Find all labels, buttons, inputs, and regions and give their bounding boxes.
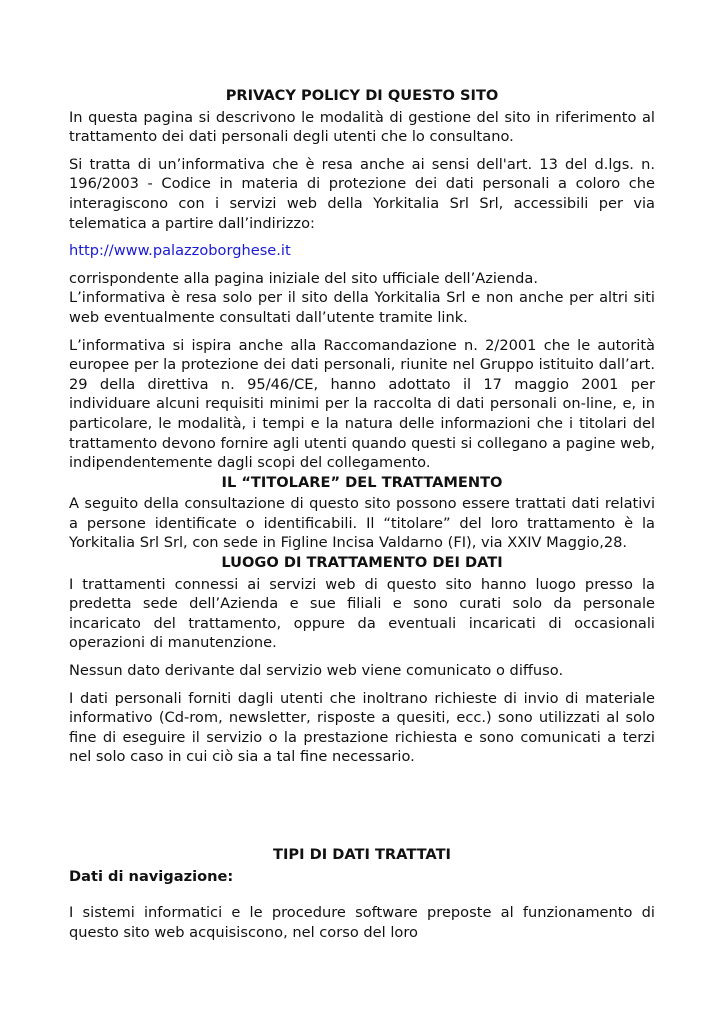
intro-paragraph: In questa pagina si descrivono le modalità di gestione del sito in riferimento al trattamento dei dati personali degli utenti che lo consultano. bbox=[69, 108, 655, 146]
document-page bbox=[69, 86, 655, 950]
scope-limit-paragraph: L’informativa è resa solo per il sito della Yorkitalia Srl e non anche per altri siti web eventualmente consultati dall’utente tramite link. bbox=[69, 289, 655, 326]
blank-space bbox=[69, 775, 655, 845]
navigazione-paragraph: I sistemi informatici e le procedure software preposte al funzionamento di questo sito web acquisiscono, nel corso del loro bbox=[69, 904, 655, 941]
section-heading-tipi: TIPI DI DATI TRATTATI bbox=[273, 846, 451, 863]
homepage-note: corrispondente alla pagina iniziale del sito ufficiale dell’Azienda. bbox=[69, 269, 539, 287]
luogo-paragraph-1: I trattamenti connessi ai servizi web di questo sito hanno luogo presso la predetta sede dell’Azienda e sue filiali e sono curati solo da personale incaricato del trattamento, oppure da eventuali incaricati di occasionali operazioni di manutenzione. bbox=[69, 575, 655, 652]
section-heading-luogo: LUOGO DI TRATTAMENTO DEI DATI bbox=[221, 554, 503, 572]
site-link[interactable]: http://www.palazzoborghese.it bbox=[69, 242, 291, 260]
titolare-paragraph: A seguito della consultazione di questo sito possono essere trattati dati relativi a persone identificate o identificabili. Il “titolare” del loro trattamento è la Yorkitalia Srl Srl, con sede in Figline Incisa Valdarno (FI), via XXIV Maggio,28. bbox=[69, 495, 655, 552]
luogo-paragraph-2: Nessun dato derivante dal servizio web viene comunicato o diffuso. bbox=[69, 662, 564, 680]
luogo-paragraph-3: I dati personali forniti dagli utenti che inoltrano richieste di invio di materiale informativo (Cd-rom, newsletter, risposte a quesiti, ecc.) sono utilizzati al solo fine di eseguire il servizio o la prestazione richiesta e sono comunicati a terzi nel solo caso in cui ciò sia a tal fine necessario. bbox=[69, 689, 655, 766]
document-title: PRIVACY POLICY DI QUESTO SITO bbox=[225, 87, 499, 104]
blank-line bbox=[69, 886, 655, 903]
section-heading-titolare: IL “TITOLARE” DEL TRATTAMENTO bbox=[221, 473, 503, 491]
scope-paragraph: Si tratta di un’informativa che è resa anche ai sensi dell'art. 13 del d.lgs. n. 196/2003 - Codice in materia di protezione dei dati personali a coloro che interagiscono con i servizi web della Yorkitalia Srl Srl, accessibili per via telematica a partire dall’indirizzo: bbox=[69, 155, 655, 232]
subheading-navigazione: Dati di navigazione: bbox=[69, 867, 234, 885]
recommendation-paragraph: L’informativa si ispira anche alla Raccomandazione n. 2/2001 che le autorità europee per la protezione dei dati personali, riunite nel Gruppo istituito dall’art. 29 della direttiva n. 95/46/CE, hanno adottato il 17 maggio 2001 per individuare alcuni requisiti minimi per la raccolta di dati personali on-line, e, in particolare, le modalità, i tempi e la natura delle informazioni che i titolari del trattamento devono fornire agli utenti quando questi si collegano a pagine web, indipendentemente dagli scopi del collegamento. bbox=[69, 336, 655, 472]
